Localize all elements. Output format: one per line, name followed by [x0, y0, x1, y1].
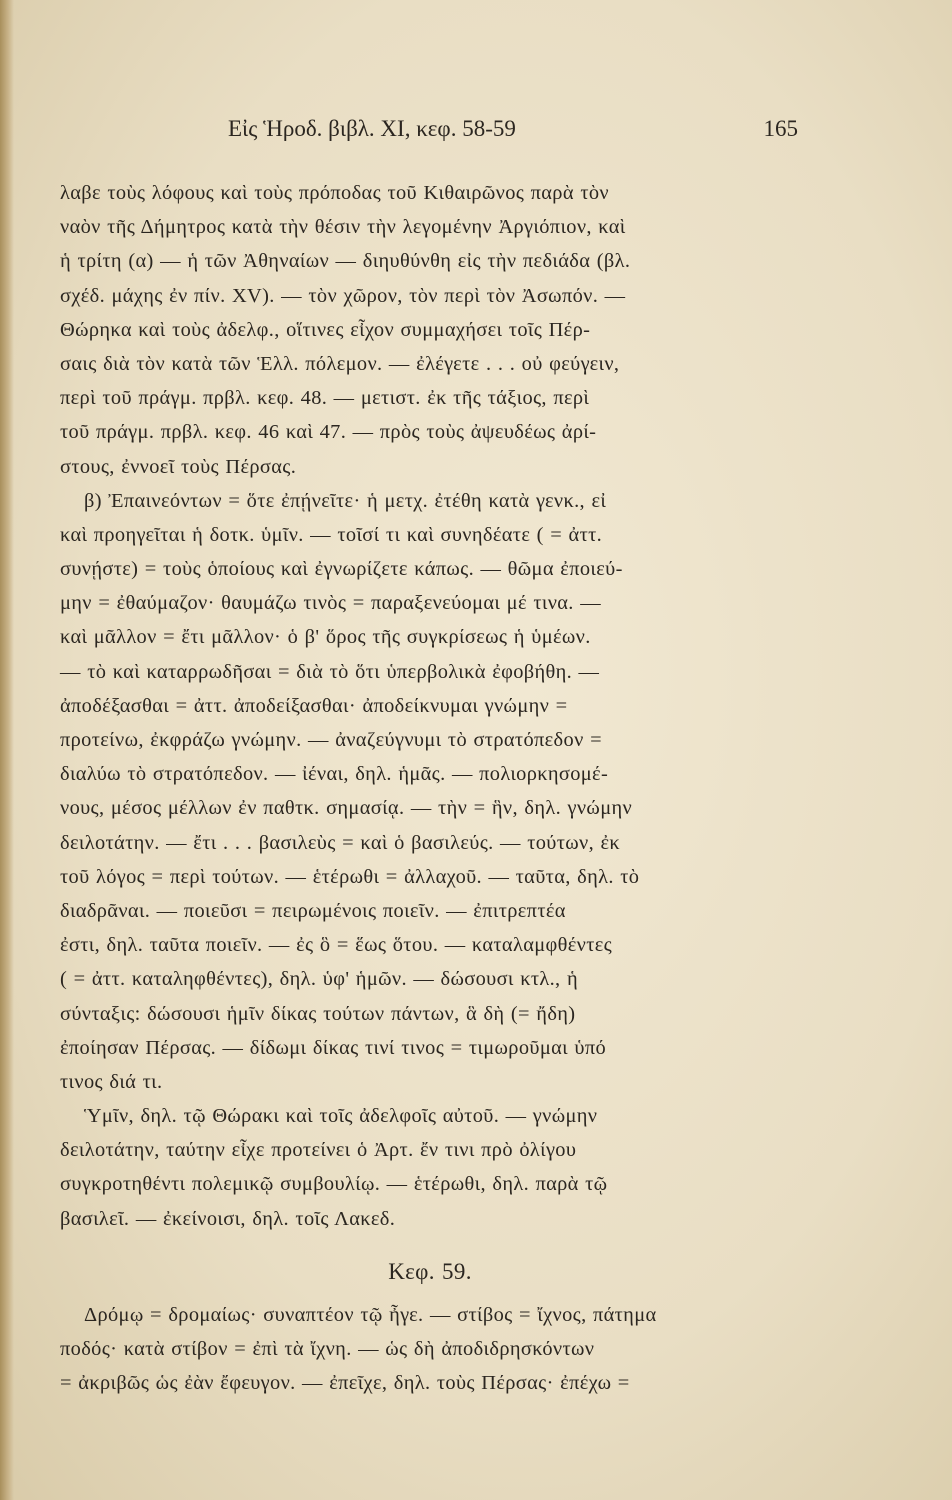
text-line: σαις διὰ τὸν κατὰ τῶν Ἑλλ. πόλεμον. — ἐλέγετε . . . οὐ φεύγειν,: [60, 352, 620, 375]
page-number: 165: [763, 116, 798, 141]
text-line: τινος διά τι.: [60, 1070, 163, 1093]
chapter-heading: Κεφ. 59.: [388, 1258, 472, 1284]
text-line: δειλοτάτην. — ἔτι . . . βασιλεὺς = καὶ ὁ βασιλεύς. — τούτων, ἐκ: [60, 831, 621, 854]
text-line: ἐστι, δηλ. ταῦτα ποιεῖν. — ἐς ὃ = ἕως ὅτου. — καταλαμφθέντες: [60, 934, 613, 957]
page-header: [228, 112, 798, 152]
text-line: προτείνω, ἐκφράζω γνώμην. — ἀναζεύγνυμι τὸ στρατόπεδον =: [60, 729, 602, 751]
text-line: ἡ τρίτη (α) — ἡ τῶν Ἀθηναίων — διηυθύνθη εἰς τὴν πεδιάδα (βλ.: [60, 250, 631, 273]
text-line: συγκροτηθέντι πολεμικῷ συμβουλίῳ. — ἑτέρωθι, δηλ. παρὰ τῷ: [60, 1173, 608, 1196]
text-line: συνῄστε) = τοὺς ὁποίους καὶ ἐγνωρίζετε κάπως. — θῶμα ἐποιεύ-: [60, 558, 623, 581]
text-line: ποδός· κατὰ στίβον = ἐπὶ τὰ ἴχνη. — ὡς δὴ ἀποδιδρησκόντων: [60, 1338, 595, 1360]
text-line: καὶ μᾶλλον = ἔτι μᾶλλον· ὁ β' ὅρος τῆς συγκρίσεως ἡ ὑμέων.: [60, 626, 591, 649]
text-line: ( = ἀττ. καταληφθέντες), δηλ. ὑφ' ἡμῶν. — δώσουσι κτλ., ἡ: [60, 968, 578, 991]
text-line: βασιλεῖ. — ἐκείνοισι, δηλ. τοῖς Λακεδ.: [60, 1207, 396, 1230]
text-line: ἀποδέξασθαι = ἀττ. ἀποδείξασθαι· ἀποδείκνυμαι γνώμην =: [60, 694, 568, 717]
page-edge-shadow: [0, 0, 14, 1500]
text-line: ἐποίησαν Πέρσας. — δίδωμι δίκας τινί τινος = τιμωροῦμαι ὑπό: [60, 1036, 607, 1059]
text-line: = ἀκριβῶς ὡς ἐὰν ἔφευγον. — ἐπεῖχε, δηλ. τοὺς Πέρσας· ἐπέχω =: [60, 1372, 630, 1395]
text-line: στους, ἐννοεῖ τοὺς Πέρσας.: [60, 455, 297, 478]
text-line: λαβε τοὺς λόφους καὶ τοὺς πρόποδας τοῦ Κιθαιρῶνος παρὰ τὸν: [60, 182, 609, 204]
text-line: Δρόμῳ = δρομαίως· συναπτέον τῷ ἦγε. — στίβος = ἴχνος, πάτημα: [84, 1303, 657, 1326]
text-line: διαδρᾶναι. — ποιεῦσι = πειρωμένοις ποιεῖν. — ἐπιτρεπτέα: [60, 899, 566, 922]
text-line: β) Ἐπαινεόντων = ὅτε ἐπῄνεῖτε· ἡ μετχ. ἐτέθη κατὰ γενκ., εἰ: [84, 489, 607, 512]
text-line: μην = ἐθαύμαζον· θαυμάζω τινὸς = παραξενεύομαι μέ τινα. —: [60, 592, 601, 615]
text-line: διαλύω τὸ στρατόπεδον. — ἰέναι, δηλ. ἡμᾶς. — πολιορκησομέ-: [60, 763, 609, 786]
text-line: Ὑμῖν, δηλ. τῷ Θώρακι καὶ τοῖς ἀδελφοῖς αὐτοῦ. — γνώμην: [84, 1105, 598, 1128]
text-line: τοῦ πράγμ. πρβλ. κεφ. 46 καὶ 47. — πρὸς τοὺς ἀψευδέως ἀρί-: [60, 421, 597, 444]
text-line: — τὸ καὶ καταρρωδῆσαι = διὰ τὸ ὅτι ὑπερβολικὰ ἐφοβήθη. —: [60, 660, 600, 683]
text-line: καὶ προηγεῖται ἡ δοτκ. ὑμῖν. — τοῖσί τι καὶ συνηδέατε ( = ἀττ.: [60, 523, 603, 546]
text-line: περὶ τοῦ πράγμ. πρβλ. κεφ. 48. — μετιστ. ἐκ τῆς τάξιος, περὶ: [60, 387, 590, 410]
text-line: Θώρηκα καὶ τοὺς ἀδελφ., οἵτινες εἶχον συμμαχήσει τοῖς Πέρ-: [60, 318, 591, 341]
text-line: σύνταξις: δώσουσι ἡμῖν δίκας τούτων πάντων, ἃ δὴ (= ἤδη): [60, 1002, 576, 1025]
text-line: σχέδ. μάχης ἐν πίν. XV). — τὸν χῶρον, τὸν περὶ τὸν Ἀσωπόν. —: [60, 284, 626, 307]
text-line: δειλοτάτην, ταύτην εἶχε προτείνει ὁ Ἀρτ. ἔν τινι πρὸ ὀλίγου: [60, 1139, 577, 1162]
running-title: Εἰς Ἡροδ. βιβλ. XI, κεφ. 58-59: [228, 116, 516, 141]
text-line: τοῦ λόγος = περὶ τούτων. — ἑτέρωθι = ἀλλαχοῦ. — ταῦτα, δηλ. τὸ: [60, 865, 640, 888]
text-line: νους, μέσος μέλλων ἐν παθτκ. σημασίᾳ. — τὴν = ἣν, δηλ. γνώμην: [60, 797, 633, 820]
commentary-text: [60, 176, 800, 1400]
text-line: ναὸν τῆς Δήμητρος κατὰ τὴν θέσιν τὴν λεγομένην Ἀργιόπιον, καὶ: [60, 216, 626, 239]
